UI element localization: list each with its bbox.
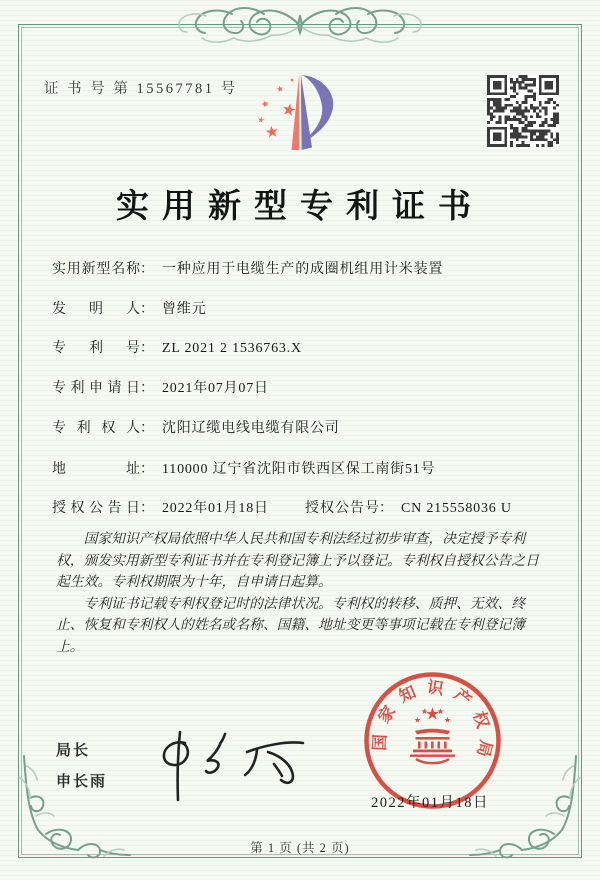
- signer-name: 申长雨: [56, 773, 108, 790]
- field-colon: ：: [140, 462, 154, 477]
- field-value: 110000 辽宁省沈阳市铁西区保工南街51号: [162, 462, 436, 477]
- legal-paragraph-2: 专利证书记载专利权登记时的法律状况。专利权的转移、质押、无效、终止、恢复和专利权人的姓名或名称、国籍、地址变更等事项记载在专利登记簿上。: [56, 595, 526, 654]
- field-grant-pub-no: [305, 497, 512, 517]
- field-value: 一种应用于电缆生产的成圈机组用计米装置: [162, 262, 444, 277]
- legal-paragraph-1: 国家知识产权局依照中华人民共和国专利法经过初步审查，决定授予专利权，颁发实用新型专利证书并在专利登记簿上予以登记。专利权自授权公告之日起生效。专利权期限为十年，自申请日起算。: [56, 531, 539, 589]
- field-row-address: [52, 458, 548, 480]
- field-colon: ：: [140, 501, 154, 516]
- field-value: CN 215558036 U: [401, 501, 512, 516]
- signer-title: 局长: [56, 742, 91, 759]
- field-value: 沈阳辽缆电线电缆有限公司: [162, 421, 340, 436]
- field-row-filing-date: [52, 377, 548, 399]
- legal-text: [56, 528, 546, 657]
- field-row-name: [52, 258, 548, 280]
- field-row-patent-no: [52, 337, 548, 359]
- field-value: 曾维元: [162, 302, 207, 317]
- qr-code: [487, 75, 559, 147]
- seal-text: 国家知识产权局: [369, 677, 496, 769]
- field-colon: ：: [140, 262, 154, 277]
- field-label: 发明人: [52, 302, 140, 317]
- field-colon: ：: [140, 381, 154, 396]
- logo-cone-right: [301, 74, 312, 150]
- field-label: 专利申请日: [52, 381, 140, 396]
- field-colon: ：: [379, 501, 393, 516]
- field-row-grant: [52, 497, 548, 519]
- field-value: 2022年01月18日: [162, 501, 269, 516]
- cnipa-logo: [252, 62, 352, 162]
- logo-stars: [258, 77, 297, 138]
- seal-date: 2022年01月18日: [371, 795, 489, 811]
- field-row-patentee: [52, 417, 548, 439]
- signer-block: [56, 735, 107, 797]
- field-value: 2021年07月07日: [162, 381, 269, 396]
- field-label: 专利号: [52, 341, 140, 356]
- field-label: 授权公告日: [52, 501, 140, 516]
- certificate-title: 实用新型专利证书: [116, 189, 484, 225]
- seal-national-emblem: [410, 707, 455, 763]
- field-row-inventor: [52, 298, 548, 320]
- field-label: 授权公告号: [305, 501, 379, 516]
- field-colon: ：: [140, 421, 154, 436]
- logo-cone-left: [292, 74, 300, 150]
- shen-changyu-signature: [135, 712, 325, 812]
- field-value: ZL 2021 2 1536763.X: [162, 341, 302, 356]
- field-label: 地址: [52, 462, 140, 477]
- field-colon: ：: [140, 341, 154, 356]
- page-number: 第 1 页 (共 2 页): [250, 841, 350, 855]
- field-label: 专利权人: [52, 421, 140, 436]
- border-flourish-top: [160, 2, 440, 48]
- field-label: 实用新型名称: [52, 262, 140, 277]
- certificate-number: 证 书 号 第 15567781 号: [44, 81, 238, 97]
- field-colon: ：: [140, 302, 154, 317]
